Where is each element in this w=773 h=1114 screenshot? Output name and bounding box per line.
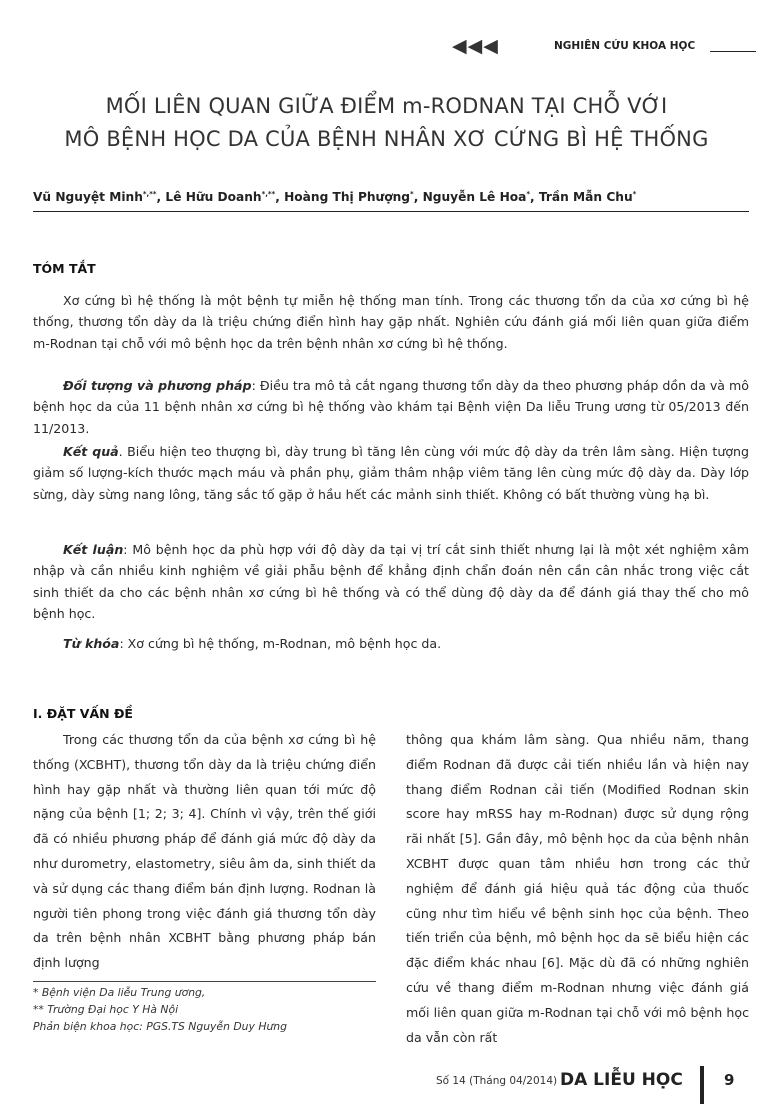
section-label: NGHIÊN CỨU KHOA HỌC — [554, 40, 696, 52]
author-name: Vũ Nguyệt Minh — [33, 190, 143, 205]
abstract-conclusion — [33, 539, 749, 625]
author-affiliation: * — [410, 190, 414, 198]
section1-col1-text: Trong các thương tổn da của bệnh xơ cứng bì hệ thống (XCBHT), thương tổn dày da là triệu chứng điển hình hay gặp nhất và thường liên quan tới mức độ nặng của bệnh [1; 2; 3; 4]. Chính vì vậy, trên thế giới đã có nhiều phương pháp để đánh giá mức độ dày da như durometry, elastometry, siêu âm da, sinh thiết da và sử dụng các thang điểm bán định lượng. Rodnan là người tiên phong trong việc đánh giá thương tổn dày da trên bệnh nhân XCBHT bằng phương pháp bán định lượng — [33, 732, 376, 971]
title-line-1: MỐI LIÊN QUAN GIỮA ĐIỂM m-RODNAN TẠI CHỖ VỚI — [105, 94, 668, 118]
section-heading: I. ĐẶT VẤN ĐỀ — [33, 706, 133, 721]
footnote-2: ** Trường Đại học Y Hà Nội — [33, 1003, 179, 1016]
footnote-3: Phản biện khoa học: PGS.TS Nguyễn Duy Hưng — [33, 1020, 287, 1033]
issue-label: Số 14 (Tháng 04/2014) — [436, 1075, 558, 1087]
author-list — [33, 190, 636, 204]
footer-divider — [700, 1066, 704, 1104]
author-separator: , — [530, 190, 539, 205]
section1-column-2 — [406, 728, 749, 1050]
footnote-1: * Bệnh viện Da liễu Trung ương, — [33, 986, 206, 999]
abstract-intro — [33, 290, 749, 354]
section1-col2-text: thông qua khám lâm sàng. Qua nhiều năm, thang điểm Rodnan đã được cải tiến nhiều lần và hiện nay thang điểm Rodnan cải tiến (Modified Rodnan skin score hay mRSS hay m-Rodnan) được sử dụng rộng rãi nhất [5]. Gần đây, mô bệnh học da của bệnh nhân XCBHT được quan tâm nhiều hơn trong các thử nghiệm để đánh giá hiệu quả tác động của thuốc cũng như tìm hiểu về bệnh sinh học của bệnh. Theo tiến triển của bệnh, mô bệnh học da sẽ biểu hiện các đặc điểm khác nhau [6]. Mặc dù đã có những nghiên cứu về thang điểm m-Rodnan nhưng việc đánh giá mối liên quan giữa m-Rodnan tại chỗ với mô bệnh học da vẫn còn rất — [406, 732, 749, 1045]
author-name: Hoàng Thị Phượng — [284, 190, 411, 205]
author-separator: , — [275, 190, 285, 205]
conclusion-label: Kết luận — [63, 542, 124, 557]
author-affiliation: *,** — [261, 190, 276, 198]
conclusion-text: : Mô bệnh học da phù hợp với độ dày da tại vị trí cắt sinh thiết nhưng lại là một xét nghiệm xâm nhập và cần nhiều kinh nghiệm về giải phẫu bệnh để khẳng định chẩn đoán nên cần cân nhắc trong việc cắt sinh thiết da cho các bệnh nhân xơ cứng bì hê thống và có thể dùng độ dày da để đánh giá thay thế cho mô bệnh học. — [33, 542, 749, 622]
journal-name: DA LIỄU HỌC — [560, 1070, 683, 1090]
section1-column-1 — [33, 728, 376, 976]
author-name: Trần Mẫn Chu — [538, 190, 633, 205]
arrow-left-icon: ◀◀◀ — [452, 35, 499, 57]
author-separator: , — [156, 190, 166, 205]
abstract-heading: TÓM TẮT — [33, 261, 96, 276]
author-affiliation: *,** — [142, 190, 157, 198]
methods-label: Đối tượng và phương pháp — [63, 378, 252, 393]
results-label: Kết quả — [63, 444, 119, 459]
abstract-intro-text: Xơ cứng bì hệ thống là một bệnh tự miễn hệ thống man tính. Trong các thương tổn da của xơ cứng bì hệ thống, thương tổn dày da là triệu chứng điển hình hay gặp nhất. Nghiên cứu đánh giá mối liên quan giữa điểm m-Rodnan tại chỗ với mô bệnh học da trên bệnh nhân xơ cứng bì hệ thống. — [33, 293, 749, 351]
author-rule — [33, 211, 749, 212]
author-name: Lê Hữu Doanh — [165, 190, 262, 205]
methods-text: : Điều tra mô tả cắt ngang thương tổn dày da theo phương pháp dồn da và mô bệnh học da của 11 bệnh nhân xơ cứng bì hệ thống vào khám tại Bệnh viện Da liễu Trung ương từ 05/2013 đến 11/2013. — [33, 378, 749, 436]
author-separator: , — [413, 190, 423, 205]
title-line-2: MÔ BỆNH HỌC DA CỦA BỆNH NHÂN XƠ CỨNG BÌ HỆ THỐNG — [64, 127, 709, 151]
page-footer — [436, 1068, 756, 1098]
keywords-text: : Xơ cứng bì hệ thống, m-Rodnan, mô bệnh học da. — [119, 636, 442, 651]
header-rule — [710, 51, 756, 52]
author-name: Nguyễn Lê Hoa — [422, 190, 527, 205]
author-affiliation: * — [632, 190, 637, 198]
running-header — [452, 36, 762, 58]
abstract-keywords — [33, 633, 749, 654]
author-affiliation: * — [526, 190, 531, 198]
page-number: 9 — [724, 1071, 735, 1089]
keywords-label: Từ khóa — [63, 636, 120, 651]
abstract-methods — [33, 375, 749, 439]
results-text: . Biểu hiện teo thượng bì, dày trung bì tăng lên cùng với mức độ dày da trên lâm sàng. Hiện tượng giảm số lượng-kích thước mạch máu và phần phụ, giảm thâm nhập viêm tăng lên cùng mức độ dày da. Dày lớp sừng, dày sừng nang lông, tăng sắc tố gặp ở hầu hết các mảnh sinh thiết. Không có bất thường vùng hạ bì. — [33, 444, 749, 502]
footnote-rule — [33, 981, 376, 982]
abstract-results — [33, 441, 749, 505]
